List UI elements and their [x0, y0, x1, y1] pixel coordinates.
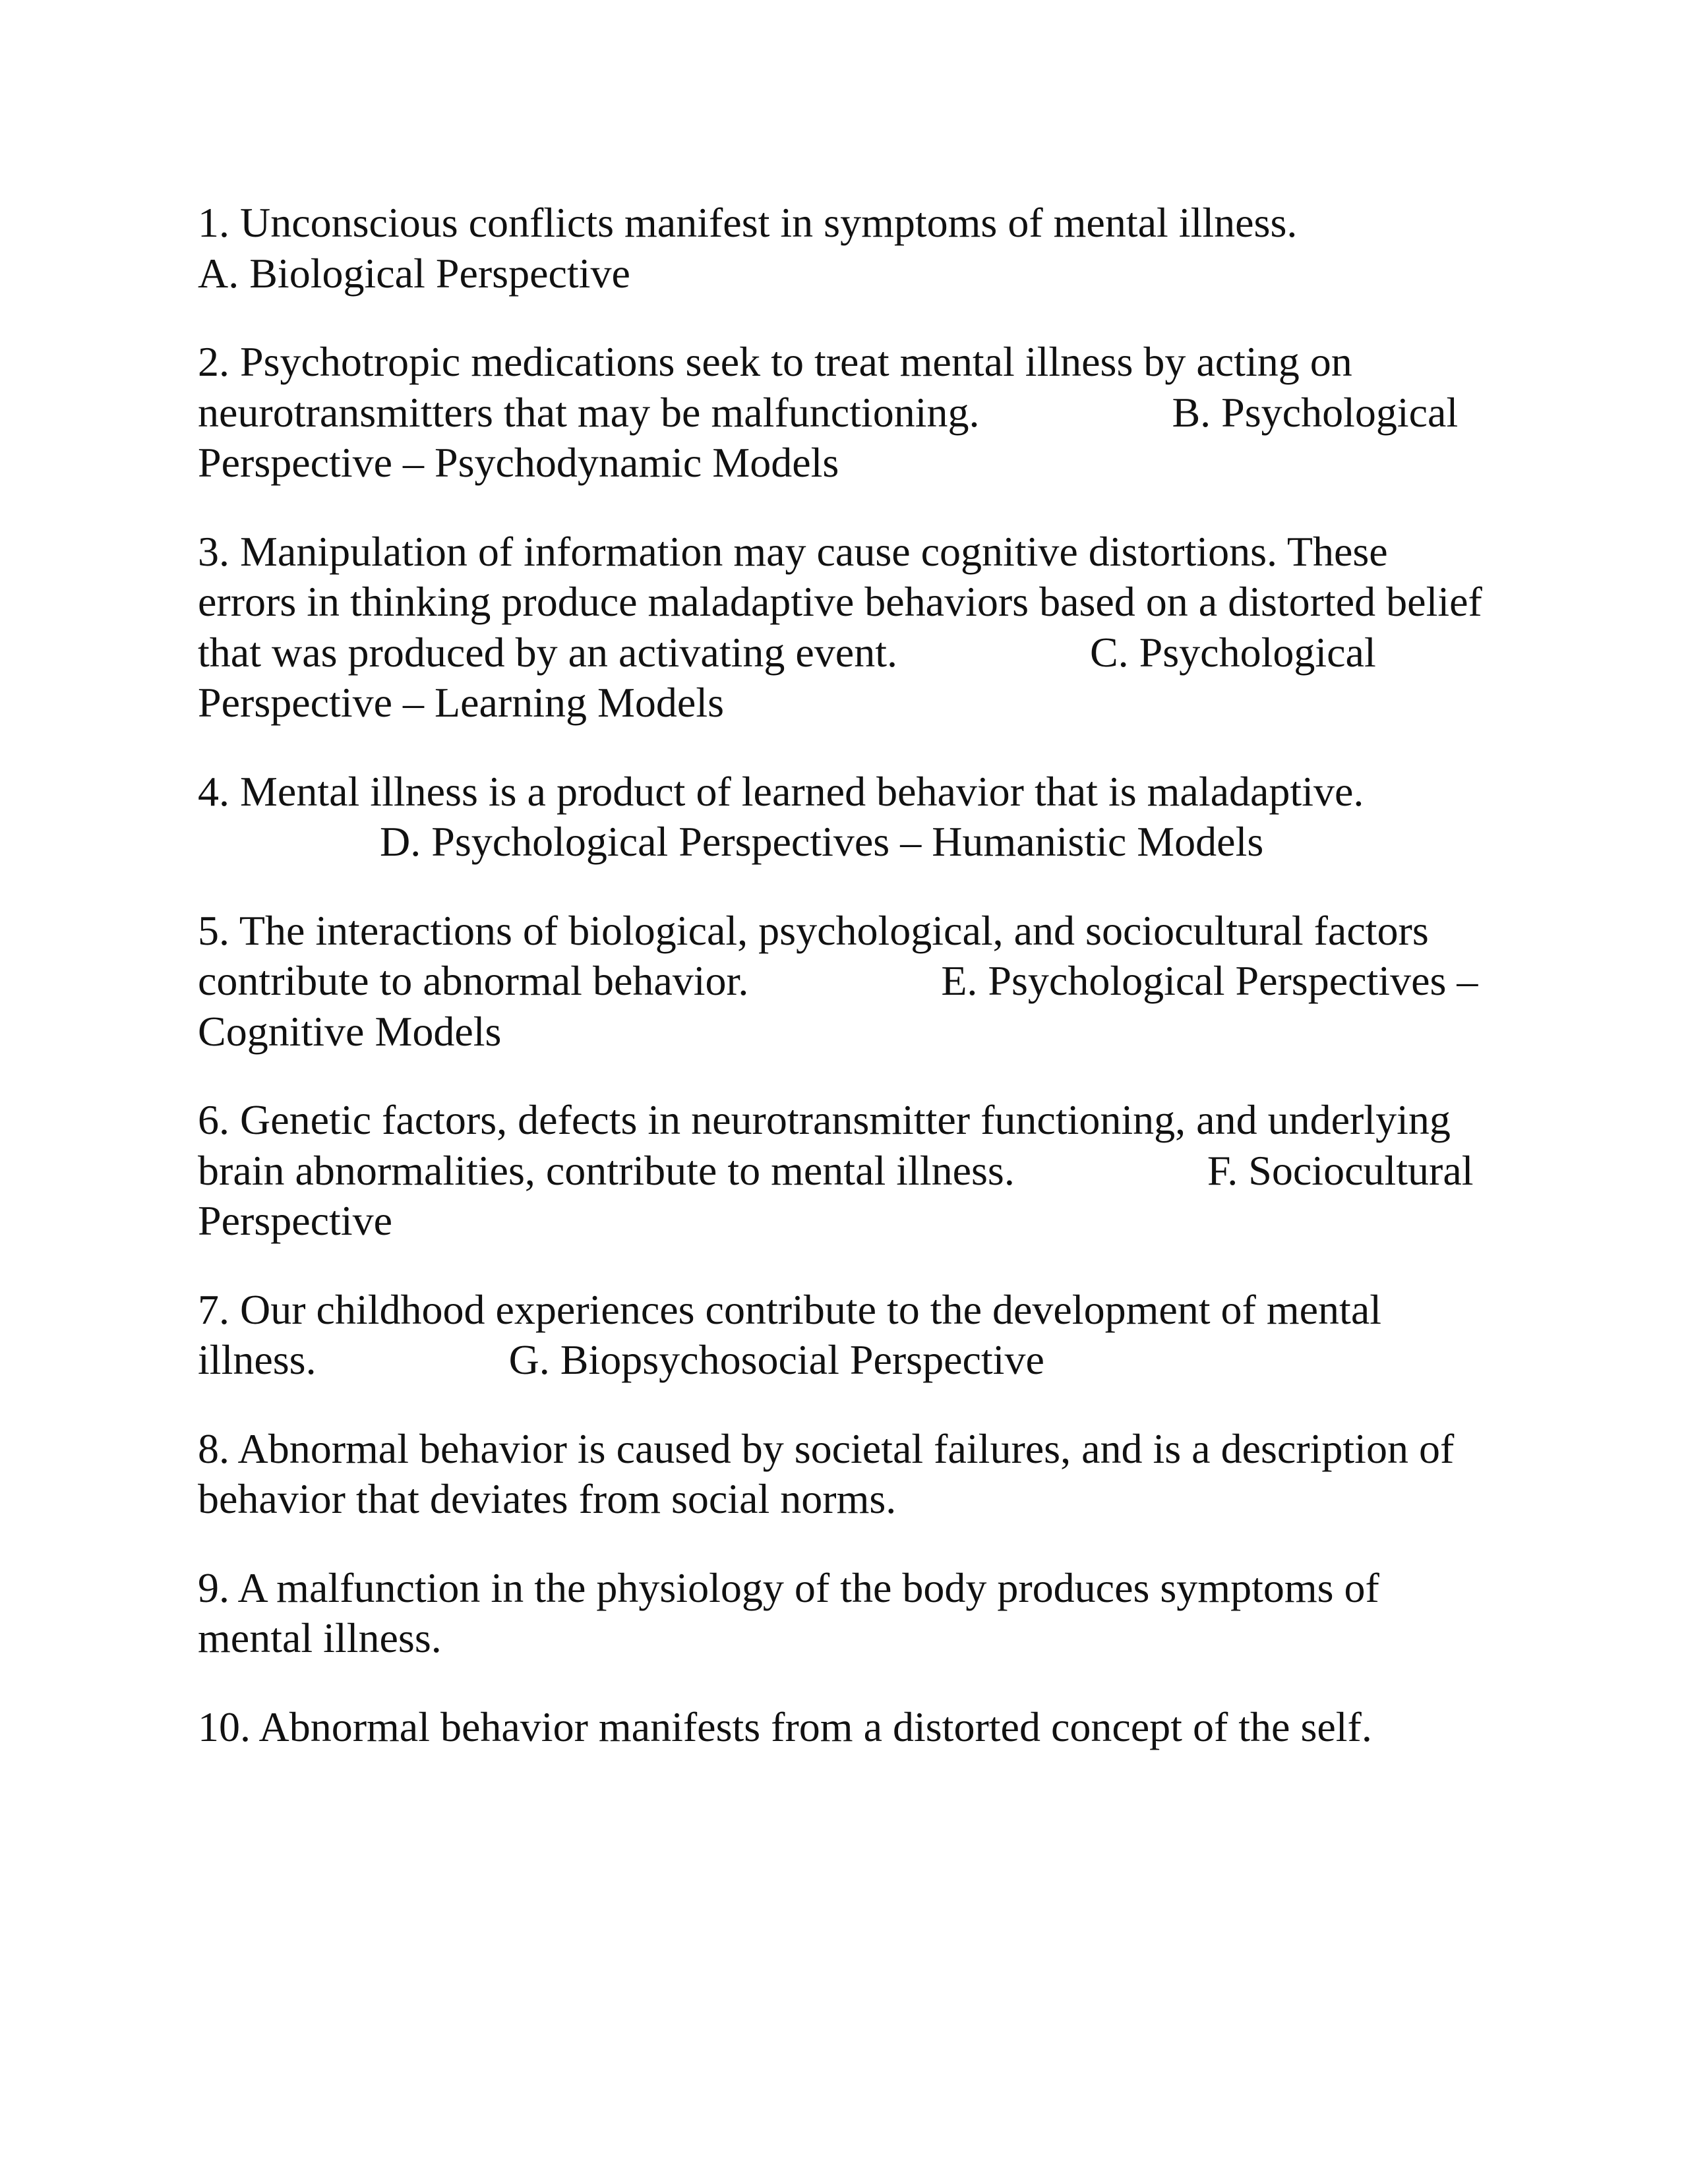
- item-statement: Manipulation of information may cause cognitive distortions. These errors in thinking produce maladaptive behaviors based on a distorted belief that was produced by an activating event.: [198, 527, 1482, 676]
- item-statement: Psychotropic medications seek to treat mental illness by acting on neurotransmitters that may be malfunctioning.: [198, 338, 1352, 436]
- item-statement: Mental illness is a product of learned behavior that is maladaptive.: [240, 767, 1364, 815]
- item-number: 1.: [198, 199, 229, 246]
- item-answer-choice: E. Psychological Perspectives – Cognitive Models: [198, 957, 1478, 1055]
- matching-item-2: [198, 337, 1490, 488]
- item-answer-choice: C. Psychological Perspective – Learning Models: [198, 628, 1376, 726]
- item-statement: Abnormal behavior is caused by societal failures, and is a description of behavior that deviates from social norms.: [198, 1425, 1455, 1522]
- item-statement: Our childhood experiences contribute to the development of mental illness.: [198, 1285, 1381, 1383]
- item-number: 4.: [198, 767, 229, 815]
- item-number: 10.: [198, 1703, 251, 1750]
- item-answer-choice: F. Sociocultural Perspective: [198, 1146, 1474, 1244]
- item-statement: A malfunction in the physiology of the body produces symptoms of mental illness.: [198, 1564, 1379, 1661]
- item-number: 3.: [198, 527, 229, 575]
- item-statement: Genetic factors, defects in neurotransmitter functioning, and underlying brain abnormalities, contribute to mental illness.: [198, 1096, 1451, 1194]
- item-number: 5.: [198, 906, 229, 954]
- item-number: 7.: [198, 1285, 229, 1333]
- matching-list: [198, 198, 1490, 1790]
- matching-item-5: [198, 906, 1490, 1057]
- matching-item-7: [198, 1285, 1490, 1386]
- item-answer-choice: D. Psychological Perspectives – Humanistic Models: [380, 818, 1264, 865]
- item-answer-choice: A. Biological Perspective: [198, 249, 630, 297]
- item-statement: Abnormal behavior manifests from a distorted concept of the self.: [258, 1703, 1372, 1750]
- matching-item-1: [198, 198, 1490, 299]
- matching-item-8: [198, 1424, 1490, 1525]
- item-statement: The interactions of biological, psychological, and sociocultural factors contribute to abnormal behavior.: [198, 906, 1429, 1004]
- item-number: 8.: [198, 1425, 229, 1472]
- item-statement: Unconscious conflicts manifest in symptoms of mental illness.: [240, 199, 1298, 246]
- matching-item-6: [198, 1095, 1490, 1247]
- item-number: 9.: [198, 1564, 229, 1611]
- matching-item-3: [198, 527, 1490, 728]
- item-number: 6.: [198, 1096, 229, 1143]
- item-number: 2.: [198, 338, 229, 385]
- matching-item-10: [198, 1702, 1490, 1753]
- matching-item-9: [198, 1563, 1490, 1664]
- matching-item-4: [198, 767, 1490, 868]
- item-answer-choice: B. Psychological Perspective – Psychodynamic Models: [198, 388, 1459, 486]
- item-answer-choice: G. Biopsychosocial Perspective: [508, 1336, 1044, 1383]
